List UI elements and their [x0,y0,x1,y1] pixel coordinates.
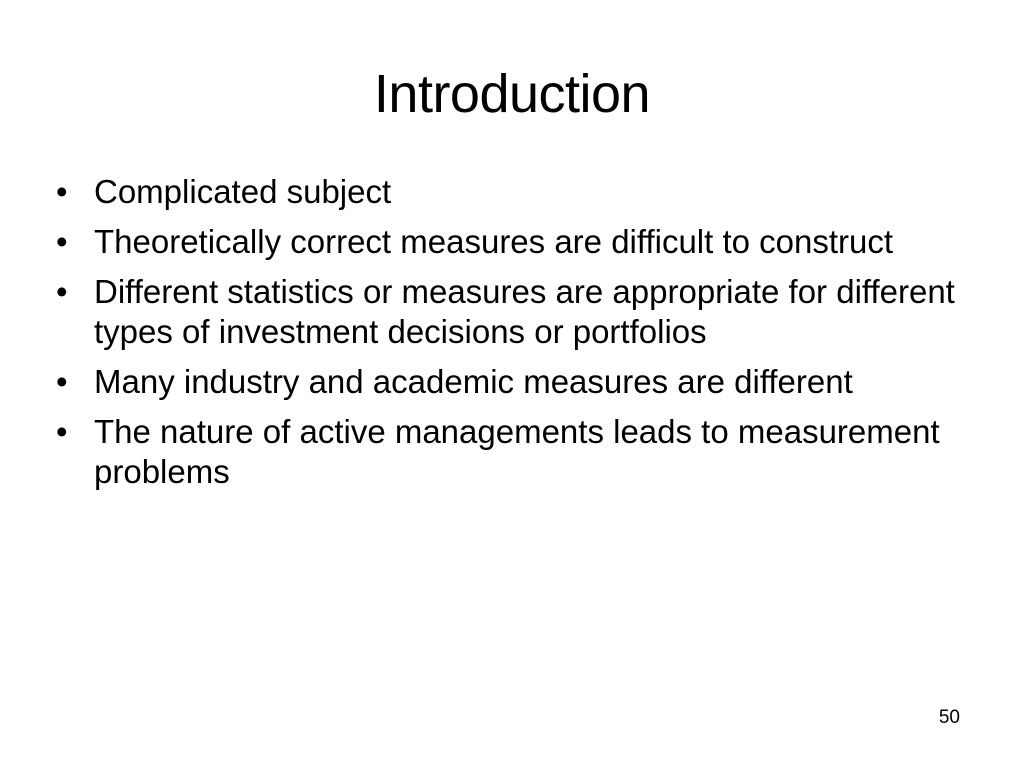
bullet-dot-icon: • [56,413,68,450]
bullet-text: Theoretically correct measures are difficult to construct [94,223,894,260]
bullet-text: Many industry and academic measures are different [94,363,853,400]
bullet-dot-icon: • [56,273,68,310]
page-number: 50 [938,707,960,728]
bullet-item [56,172,956,212]
slide-title: Introduction [373,64,651,124]
bullet-list [56,172,956,502]
bullet-dot-icon: • [56,363,68,400]
bullet-item [56,222,956,262]
bullet-text: Different statistics or measures are appropriate for different types of investment decisions or portfolios [94,273,955,350]
bullet-dot-icon: • [56,173,68,210]
bullet-item [56,412,956,492]
bullet-text: The nature of active managements leads to measurement problems [94,413,940,490]
bullet-dot-icon: • [56,223,68,260]
bullet-text: Complicated subject [94,173,392,210]
bullet-item [56,362,956,402]
bullet-item [56,272,956,352]
